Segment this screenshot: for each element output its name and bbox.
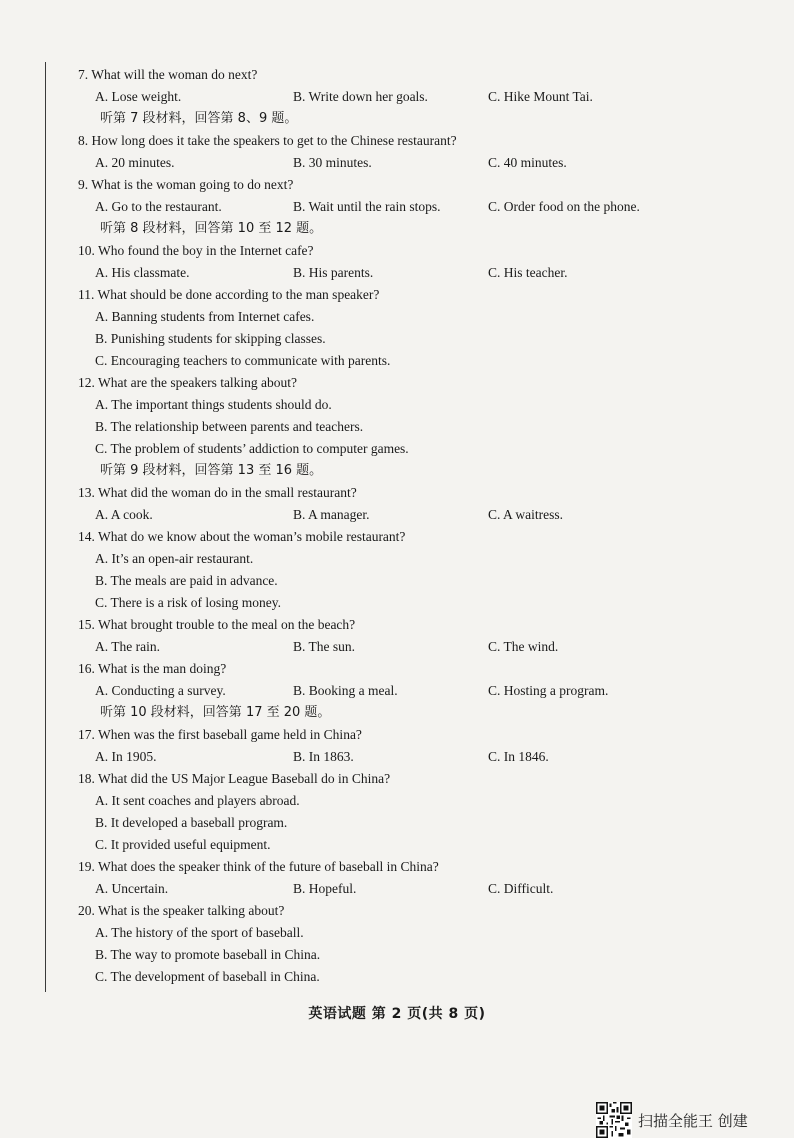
question-stem: 14. What do we know about the woman’s mobile restaurant? xyxy=(78,529,406,544)
option-b: B. A manager. xyxy=(293,507,370,522)
option-line: B. Punishing students for skipping classes. xyxy=(95,331,326,346)
section-instruction: 听第 10 段材料，回答第 17 至 20 题。 xyxy=(100,705,331,720)
option-a: A. Lose weight. xyxy=(95,89,182,104)
option-line: C. The development of baseball in China. xyxy=(95,969,320,984)
option-line: B. The meals are paid in advance. xyxy=(95,573,278,588)
option-b: B. His parents. xyxy=(293,265,374,280)
option-line: B. It developed a baseball program. xyxy=(95,815,288,830)
question-list xyxy=(78,64,718,988)
option-b: B. 30 minutes. xyxy=(293,155,372,170)
question-stem: 20. What is the speaker talking about? xyxy=(78,903,285,918)
option-c: C. The wind. xyxy=(488,639,559,654)
option-c: C. Order food on the phone. xyxy=(488,199,640,214)
option-line: B. The relationship between parents and teachers. xyxy=(95,419,364,434)
option-row xyxy=(78,262,718,284)
question-stem: 7. What will the woman do next? xyxy=(78,67,258,82)
option-row xyxy=(78,504,718,526)
option-c: C. Hosting a program. xyxy=(488,683,609,698)
option-a: A. His classmate. xyxy=(95,265,190,280)
option-row xyxy=(78,196,718,218)
option-line: A. It’s an open-air restaurant. xyxy=(95,551,254,566)
option-row xyxy=(78,636,718,658)
question-stem: 9. What is the woman going to do next? xyxy=(78,177,294,192)
page-footer: 英语试题 第 2 页(共 8 页) xyxy=(308,1006,486,1022)
option-row xyxy=(78,86,718,108)
option-c: C. In 1846. xyxy=(488,749,549,764)
option-line: A. Banning students from Internet cafes. xyxy=(95,309,315,324)
option-a: A. The rain. xyxy=(95,639,160,654)
option-b: B. Write down her goals. xyxy=(293,89,428,104)
option-line: C. It provided useful equipment. xyxy=(95,837,271,852)
option-c: C. His teacher. xyxy=(488,265,568,280)
option-row xyxy=(78,680,718,702)
section-instruction: 听第 9 段材料，回答第 13 至 16 题。 xyxy=(100,463,323,478)
question-stem: 15. What brought trouble to the meal on the beach? xyxy=(78,617,356,632)
option-row xyxy=(78,746,718,768)
option-line: C. The problem of students’ addiction to computer games. xyxy=(95,441,409,456)
option-b: B. Wait until the rain stops. xyxy=(293,199,441,214)
question-stem: 12. What are the speakers talking about? xyxy=(78,375,298,390)
option-c: C. Hike Mount Tai. xyxy=(488,89,593,104)
option-a: A. Conducting a survey. xyxy=(95,683,226,698)
option-a: A. A cook. xyxy=(95,507,153,522)
option-b: B. Booking a meal. xyxy=(293,683,398,698)
option-line: A. The important things students should do. xyxy=(95,397,332,412)
option-b: B. Hopeful. xyxy=(293,881,357,896)
question-stem: 16. What is the man doing? xyxy=(78,661,227,676)
margin-rule xyxy=(45,62,46,992)
option-a: A. Go to the restaurant. xyxy=(95,199,222,214)
option-row xyxy=(78,152,718,174)
option-line: C. There is a risk of losing money. xyxy=(95,595,281,610)
option-a: A. 20 minutes. xyxy=(95,155,175,170)
option-b: B. The sun. xyxy=(293,639,356,654)
option-a: A. In 1905. xyxy=(95,749,157,764)
question-stem: 10. Who found the boy in the Internet cafe? xyxy=(78,243,314,258)
question-stem: 8. How long does it take the speakers to get to the Chinese restaurant? xyxy=(78,133,457,148)
option-c: C. A waitress. xyxy=(488,507,564,522)
option-line: C. Encouraging teachers to communicate with parents. xyxy=(95,353,391,368)
question-stem: 11. What should be done according to the man speaker? xyxy=(78,287,380,302)
question-stem: 18. What did the US Major League Baseball do in China? xyxy=(78,771,391,786)
option-line: A. It sent coaches and players abroad. xyxy=(95,793,300,808)
option-b: B. In 1863. xyxy=(293,749,354,764)
option-a: A. Uncertain. xyxy=(95,881,169,896)
option-c: C. Difficult. xyxy=(488,881,554,896)
scanner-watermark xyxy=(596,1102,748,1138)
option-line: A. The history of the sport of baseball. xyxy=(95,925,304,940)
section-instruction: 听第 8 段材料，回答第 10 至 12 题。 xyxy=(100,221,323,236)
section-instruction: 听第 7 段材料，回答第 8、9 题。 xyxy=(100,111,298,126)
scanner-label: 扫描全能王 创建 xyxy=(638,1111,748,1130)
qr-code-icon xyxy=(596,1102,632,1138)
option-row xyxy=(78,878,718,900)
question-stem: 19. What does the speaker think of the future of baseball in China? xyxy=(78,859,439,874)
question-stem: 13. What did the woman do in the small restaurant? xyxy=(78,485,357,500)
option-c: C. 40 minutes. xyxy=(488,155,567,170)
option-line: B. The way to promote baseball in China. xyxy=(95,947,321,962)
question-stem: 17. When was the first baseball game held in China? xyxy=(78,727,362,742)
